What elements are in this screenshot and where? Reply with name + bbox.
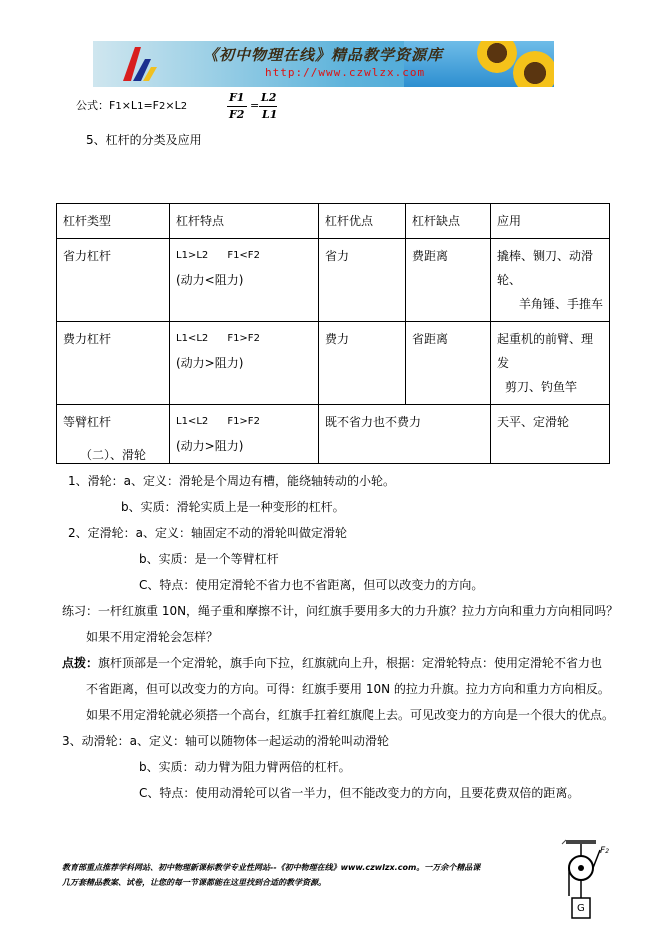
table-cell: 既不省力也不费力 <box>319 405 491 464</box>
cell-line: 撬棒、铡刀、动滑轮、 <box>497 249 594 287</box>
table-cell <box>491 322 610 405</box>
icon-label-g: G <box>577 903 585 914</box>
icon-label: F <box>600 846 606 856</box>
banner-url: http://www.czwlzx.com <box>265 66 426 79</box>
formula-sub: 1 <box>115 101 122 112</box>
cell-line: 剪刀、钓鱼竿 <box>504 380 577 394</box>
section-heading: 5、杠杆的分类及应用 <box>86 133 202 147</box>
icon-label-sub: 2 <box>605 848 610 855</box>
table-header: 应用 <box>491 204 610 239</box>
table-header-row <box>57 204 610 239</box>
body-line: 如果不用定滑轮会怎样？ <box>86 630 219 644</box>
table-row <box>57 239 610 322</box>
header-banner <box>93 41 554 87</box>
table-cell: 费力 <box>319 322 406 405</box>
fraction-bar <box>227 106 247 107</box>
table-cell: 费力杠杆 <box>57 322 170 405</box>
cell-line: 羊角锤、手推车 <box>518 297 603 311</box>
body-line: 2、定滑轮：a、定义：轴固定不动的滑轮叫做定滑轮 <box>68 526 347 540</box>
body-line: C、特点：使用定滑轮不省力也不省距离，但可以改变力的方向。 <box>139 578 484 592</box>
table-cell: 省力杠杆 <box>57 239 170 322</box>
fraction-denominator: F2 <box>229 108 245 121</box>
formula-sub: 2 <box>180 101 188 112</box>
fraction-bar <box>259 106 277 107</box>
table-header: 杠杆缺点 <box>406 204 491 239</box>
cell-line: (动力>阻力) <box>176 356 244 370</box>
table-cell: 天平、定滑轮 <box>491 405 610 464</box>
formula-sub: 1 <box>137 101 144 112</box>
icon-label-f <box>600 846 609 856</box>
footer-text <box>62 860 602 890</box>
cell-line: (动力>阻力) <box>176 439 244 453</box>
body-line: b、实质：是一个等臂杠杆 <box>139 552 279 566</box>
table-cell: 省力 <box>319 239 406 322</box>
footer-line: 几万套精品教案、试卷，让您的每一节课都能在这里找到合适的教学资源。 <box>62 878 326 887</box>
body-line: C、特点：使用动滑轮可以省一半力，但不能改变力的方向，且要花费双倍的距离。 <box>139 786 580 800</box>
formula-sub: 2 <box>158 101 166 112</box>
formula-text: =F <box>143 99 159 112</box>
footer-line: 教育部重点推荐学科网站、初中物理新课标教学专业性网站--《初中物理在线》www.czwlzx.com。一万余个精品课 <box>62 863 481 872</box>
fraction-numerator: L2 <box>261 91 277 104</box>
table-cell: 省距离 <box>406 322 491 405</box>
table-row <box>57 322 610 405</box>
table-header: 杠杆优点 <box>319 204 406 239</box>
table-cell <box>170 322 319 405</box>
fraction-equals: = <box>250 99 260 112</box>
fraction-numerator: F1 <box>229 91 245 104</box>
cell-line: L1<L2 F1>F2 <box>176 416 260 427</box>
formula-text: ×L <box>165 99 181 112</box>
cell-line: L1>L2 F1<F2 <box>176 250 260 261</box>
tip-label: 点拨： <box>62 656 99 670</box>
cell-line: L1<L2 F1>F2 <box>176 333 260 344</box>
cell-line: 起重机的前臂、理发 <box>497 332 594 370</box>
logo-icon <box>121 45 159 83</box>
sunflower-decoration <box>513 51 554 87</box>
formula-text: ×L <box>121 99 138 112</box>
table-header: 杠杆特点 <box>170 204 319 239</box>
table-cell: 费距离 <box>406 239 491 322</box>
cell-line: (动力<阻力) <box>176 273 244 287</box>
table-header: 杠杆类型 <box>57 204 170 239</box>
body-line: b、实质：动力臂为阻力臂两倍的杠杆。 <box>139 760 351 774</box>
body-line: 如果不用定滑轮就必须搭一个高台，红旗手扛着红旗爬上去。可见改变力的方向是一个很大的优点。 <box>86 708 615 722</box>
section-heading: （二）、滑轮 <box>80 448 147 462</box>
body-line: 3、动滑轮：a、定义：轴可以随物体一起运动的滑轮叫动滑轮 <box>62 734 389 748</box>
fraction-denominator: L1 <box>262 108 278 121</box>
table-cell <box>170 405 319 464</box>
body-line: 1、滑轮：a、定义：滑轮是个周边有槽，能绕轴转动的小轮。 <box>68 474 395 488</box>
table-cell <box>491 239 610 322</box>
table-cell <box>170 239 319 322</box>
formula-line <box>76 97 187 113</box>
body-line: 练习：一杆红旗重 10N，绳子重和摩擦不计，问红旗手要用多大的力升旗？拉力方向和重力方向相同吗？ <box>62 604 619 618</box>
banner-title: 《初中物理在线》精品教学资源库 <box>203 46 444 64</box>
body-line <box>62 654 602 671</box>
table-cell: 等臂杠杆 <box>57 405 170 464</box>
formula-text: 公式：F <box>76 99 116 112</box>
body-line: b、实质：滑轮实质上是一种变形的杠杆。 <box>121 500 345 514</box>
tip-text: 旗杆顶部是一个定滑轮，旗手向下拉，红旗就向上升，根据：定滑轮特点：使用定滑轮不省力也 <box>98 656 603 670</box>
body-line: 不省距离，但可以改变力的方向。可得：红旗手要用 10N 的拉力升旗。拉力方向和重力方向相反。 <box>86 682 610 696</box>
lever-table <box>56 203 610 464</box>
